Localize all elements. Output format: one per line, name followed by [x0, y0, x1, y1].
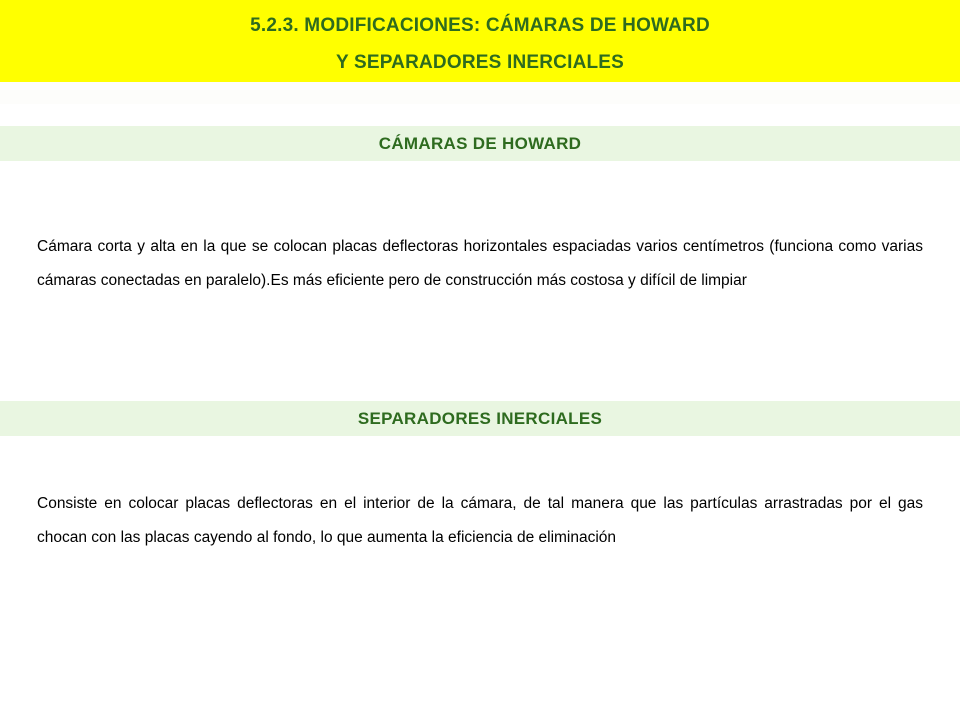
slide-title-line-2: Y SEPARADORES INERCIALES — [335, 52, 625, 73]
slide-title-line-1: 5.2.3. MODIFICACIONES: CÁMARAS DE HOWARD — [250, 15, 710, 36]
section-heading-camaras-de-howard: CÁMARAS DE HOWARD — [0, 126, 960, 161]
spacer-band — [0, 82, 960, 104]
title-banner — [0, 0, 960, 82]
section-body-camaras-de-howard: Cámara corta y alta en la que se colocan placas deflectoras horizontales espaciadas varios centímetros (funciona como varias cámaras conectadas en paralelo).Es más eficiente pero de construcción más costosa y difícil de limpiar — [37, 238, 923, 289]
section-body-separadores-inerciales: Consiste en colocar placas deflectoras en el interior de la cámara, de tal manera que las partículas arrastradas por el gas chocan con las placas cayendo al fondo, lo que aumenta la eficiencia de eliminación — [37, 495, 923, 546]
section-heading-separadores-inerciales: SEPARADORES INERCIALES — [0, 401, 960, 436]
